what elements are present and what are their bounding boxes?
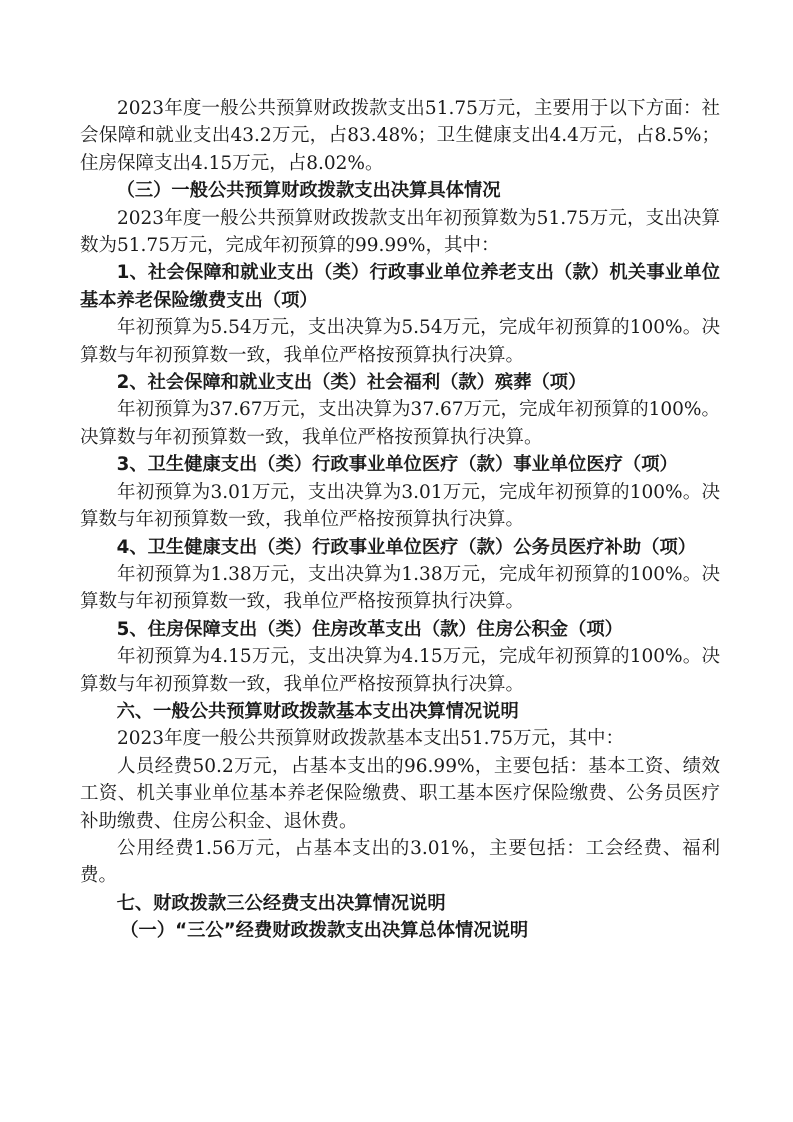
paragraph-budget-completion: 2023年度一般公共预算财政拨款支出年初预算数为51.75万元，支出决算数为51.75万元，完成年初预算的99.99%，其中： (80, 207, 720, 257)
paragraph-item-2-detail: 年初预算为37.67万元，支出决算为37.67万元，完成年初预算的100%。决算数与年初预算数一致，我单位严格按预算执行决算。 (80, 399, 720, 448)
heading-section-7-three-public: 七、财政拨款三公经费支出决算情况说明 (116, 892, 446, 914)
heading-item-2-funeral: 2、社会保障和就业支出（类）社会福利（款）殡葬（项） (116, 372, 587, 394)
document-body (80, 95, 720, 945)
paragraph-item-5-detail: 年初预算为4.15万元，支出决算为4.15万元，完成年初预算的100%。决算数与年初预算数一致，我单位严格按预算执行决算。 (80, 646, 720, 695)
heading-three-public-overview: （一）“三公”经费财政拨款支出决算总体情况说明 (120, 920, 529, 942)
paragraph-item-4-detail: 年初预算为1.38万元，支出决算为1.38万元，完成年初预算的100%。决算数与年初预算数一致，我单位严格按预算执行决算。 (80, 563, 720, 613)
paragraph-item-3-detail: 年初预算为3.01万元，支出决算为3.01万元，完成年初预算的100%。决算数与年初预算数一致，我单位严格按预算执行决算。 (80, 481, 720, 531)
heading-item-5-housing-fund: 5、住房保障支出（类）住房改革支出（款）住房公积金（项） (116, 618, 623, 640)
heading-item-4-civil-servant-medical: 4、卫生健康支出（类）行政事业单位医疗（款）公务员医疗补助（项） (116, 536, 697, 558)
paragraph-item-1-detail: 年初预算为5.54万元，支出决算为5.54万元，完成年初预算的100%。决算数与年初预算数一致，我单位严格按预算执行决算。 (80, 317, 720, 366)
paragraph-public-expenses: 公用经费1.56万元，占基本支出的3.01%，主要包括：工会经费、福利费。 (80, 837, 720, 887)
paragraph-personnel-expenses: 人员经费50.2万元，占基本支出的96.99%，主要包括：基本工资、绩效工资、机关事业单位基本养老保险缴费、职工基本医疗保险缴费、公务员医疗补助缴费、住房公积金、退休费。 (80, 755, 720, 832)
heading-item-3-medical: 3、卫生健康支出（类）行政事业单位医疗（款）事业单位医疗（项） (116, 454, 678, 476)
heading-item-1-pension: 1、社会保障和就业支出（类）行政事业单位养老支出（款）机关事业单位基本养老保险缴费支出（项） (80, 262, 720, 311)
paragraph-expenditure-summary: 2023年度一般公共预算财政拨款支出51.75万元，主要用于以下方面：社会保障和就业支出43.2万元，占83.48%；卫生健康支出4.4万元，占8.5%；住房保障支出4.15万元，占8.02%。 (80, 98, 720, 174)
paragraph-basic-expenditure-total: 2023年度一般公共预算财政拨款基本支出51.75万元，其中： (117, 728, 625, 750)
heading-section-6-basic-expenditure: 六、一般公共预算财政拨款基本支出决算情况说明 (116, 700, 519, 722)
heading-section-3-specifics: （三）一般公共预算财政拨款支出决算具体情况 (116, 180, 501, 202)
